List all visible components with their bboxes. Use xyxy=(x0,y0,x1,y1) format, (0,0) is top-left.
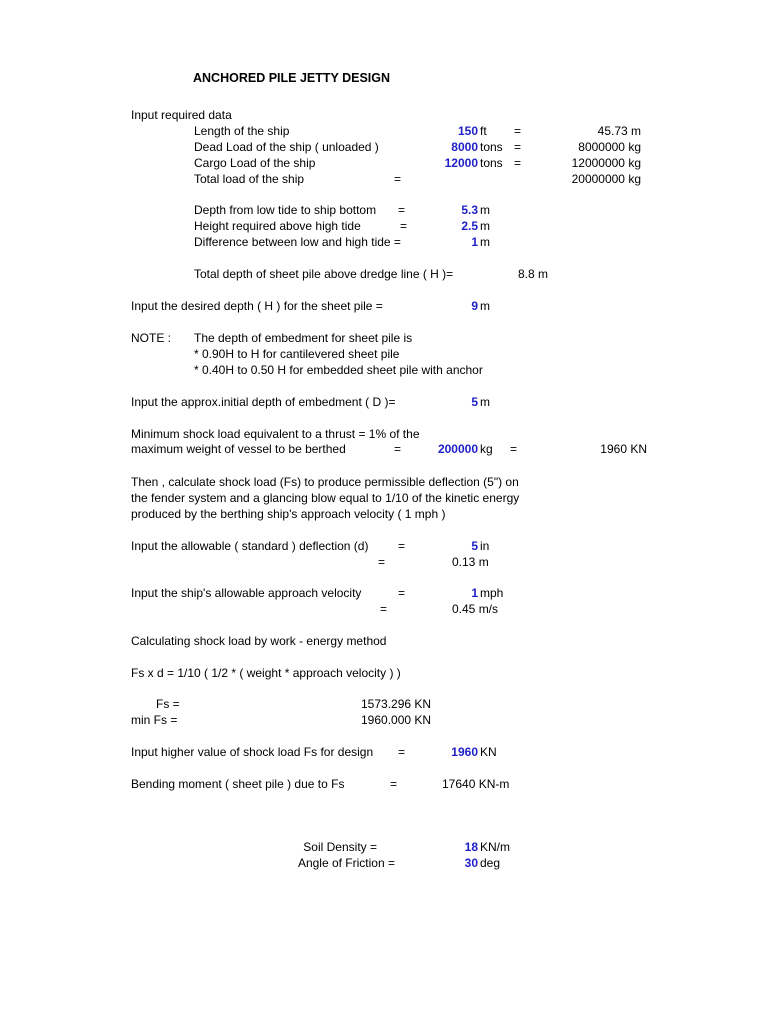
desired-depth-label: Input the desired depth ( H ) for the sheet pile = xyxy=(131,299,383,313)
shock-min-eq2: = xyxy=(510,442,518,456)
ship-length-value[interactable]: 150 xyxy=(457,124,478,138)
total-depth-result: 8.8 m xyxy=(518,267,549,281)
deflection-eq: = xyxy=(398,539,406,553)
higher-fs-label: Input higher value of shock load Fs for design xyxy=(131,745,374,759)
low-tide-depth-eq: = xyxy=(398,203,406,217)
shock-min-unit: kg xyxy=(480,442,493,456)
deflection-result: 0.13 m xyxy=(452,555,489,569)
total-depth-label: Total depth of sheet pile above dredge line ( H )= xyxy=(194,267,454,281)
deflection-eq2: = xyxy=(378,555,386,569)
cargo-load-label: Cargo Load of the ship xyxy=(194,156,316,170)
total-load-eq: = xyxy=(394,172,402,186)
bending-eq: = xyxy=(390,777,398,791)
low-tide-depth-value[interactable]: 5.3 xyxy=(461,203,478,217)
velocity-eq: = xyxy=(398,586,406,600)
embedment-label: Input the approx.initial depth of embedment ( D )= xyxy=(131,395,396,409)
note-label: NOTE : xyxy=(131,331,172,345)
higher-fs-value[interactable]: 1960 xyxy=(451,745,478,759)
then-line-1: Then , calculate shock load (Fs) to produce permissible deflection (5") on xyxy=(131,475,519,489)
higher-fs-unit: KN xyxy=(480,745,497,759)
cargo-load-value[interactable]: 12000 xyxy=(444,156,478,170)
ship-length-unit: ft xyxy=(480,124,487,138)
total-load-label: Total load of the ship xyxy=(194,172,305,186)
friction-angle-label: Angle of Friction = xyxy=(297,856,395,870)
embedment-unit: m xyxy=(480,395,490,409)
shock-min-value[interactable]: 200000 xyxy=(437,442,478,456)
dead-load-unit: tons xyxy=(480,140,503,154)
soil-density-label: Soil Density = xyxy=(303,840,377,854)
note-line-3: * 0.40H to 0.50 H for embedded sheet pile with anchor xyxy=(194,363,483,377)
fs-value: 1573.296 KN xyxy=(361,697,432,711)
shock-min-eq: = xyxy=(394,442,402,456)
soil-density-unit: KN/m xyxy=(480,840,510,854)
dead-load-eq: = xyxy=(514,140,522,154)
desired-depth-unit: m xyxy=(480,299,490,313)
dead-load-label: Dead Load of the ship ( unloaded ) xyxy=(194,140,379,154)
tide-difference-label: Difference between low and high tide = xyxy=(194,235,401,249)
friction-angle-value[interactable]: 30 xyxy=(464,856,478,870)
input-header: Input required data xyxy=(131,108,232,122)
note-line-2: * 0.90H to H for cantilevered sheet pile xyxy=(194,347,400,361)
desired-depth-value[interactable]: 9 xyxy=(471,299,478,313)
ship-length-result: 45.73 m xyxy=(597,124,641,138)
note-line-1: The depth of embedment for sheet pile is xyxy=(194,331,413,345)
high-tide-height-eq: = xyxy=(400,219,408,233)
shock-min-line-2: maximum weight of vessel to be berthed xyxy=(131,442,346,456)
shock-min-line-1: Minimum shock load equivalent to a thrust = 1% of the xyxy=(131,427,420,441)
then-line-3: produced by the berthing ship's approach velocity ( 1 mph ) xyxy=(131,507,446,521)
soil-density-value[interactable]: 18 xyxy=(464,840,478,854)
low-tide-depth-unit: m xyxy=(480,203,490,217)
ship-length-eq: = xyxy=(514,124,522,138)
cargo-load-result: 12000000 kg xyxy=(571,156,641,170)
cargo-load-unit: tons xyxy=(480,156,503,170)
dead-load-value[interactable]: 8000 xyxy=(451,140,478,154)
velocity-value[interactable]: 1 xyxy=(471,586,478,600)
calc-header: Calculating shock load by work - energy method xyxy=(131,634,387,648)
cargo-load-eq: = xyxy=(514,156,522,170)
fs-label: Fs = xyxy=(156,697,180,711)
velocity-unit: mph xyxy=(480,586,504,600)
deflection-value[interactable]: 5 xyxy=(471,539,478,553)
velocity-label: Input the ship's allowable approach velocity xyxy=(131,586,362,600)
deflection-unit: in xyxy=(480,539,490,553)
bending-result: 17640 KN-m xyxy=(442,777,510,791)
high-tide-height-unit: m xyxy=(480,219,490,233)
ship-length-label: Length of the ship xyxy=(194,124,290,138)
tide-difference-unit: m xyxy=(480,235,490,249)
higher-fs-eq: = xyxy=(398,745,406,759)
shock-min-result: 1960 KN xyxy=(600,442,647,456)
high-tide-height-value[interactable]: 2.5 xyxy=(461,219,478,233)
min-fs-label: min Fs = xyxy=(131,713,178,727)
min-fs-value: 1960.000 KN xyxy=(361,713,432,727)
embedment-value[interactable]: 5 xyxy=(471,395,478,409)
page-title: ANCHORED PILE JETTY DESIGN xyxy=(193,71,391,85)
total-load-result: 20000000 kg xyxy=(571,172,641,186)
friction-angle-unit: deg xyxy=(480,856,501,870)
then-line-2: the fender system and a glancing blow equal to 1/10 of the kinetic energy xyxy=(131,491,520,505)
high-tide-height-label: Height required above high tide xyxy=(194,219,361,233)
deflection-label: Input the allowable ( standard ) deflection (d) xyxy=(131,539,369,553)
dead-load-result: 8000000 kg xyxy=(578,140,641,154)
energy-formula: Fs x d = 1/10 ( 1/2 * ( weight * approach velocity ) ) xyxy=(131,666,401,680)
velocity-result: 0.45 m/s xyxy=(452,602,499,616)
velocity-eq2: = xyxy=(380,602,388,616)
low-tide-depth-label: Depth from low tide to ship bottom xyxy=(194,203,377,217)
bending-label: Bending moment ( sheet pile ) due to Fs xyxy=(131,777,345,791)
tide-difference-value[interactable]: 1 xyxy=(471,235,478,249)
